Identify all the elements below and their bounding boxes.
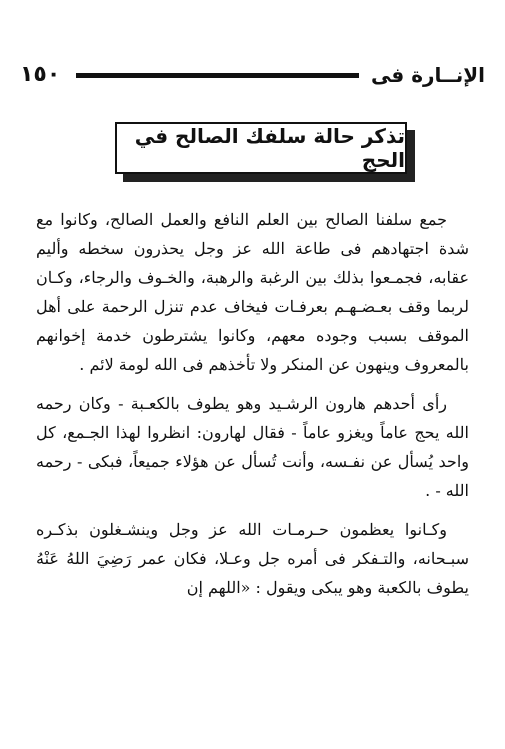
- title-box: [115, 122, 407, 174]
- running-header: [20, 60, 485, 90]
- header-rule: [76, 73, 359, 78]
- paragraph: وكـانوا يعظمون حـرمـات الله عز وجل وينشـغلون بذكـره سبـحانه، والتـفكر فى أمره جل وعـلا، فكان عمر رَضِيَ اللهُ عَنْهُ يطوف بالكعبة وهو يبكى ويقول : «اللهم إن: [36, 520, 469, 597]
- paragraph: رأى أحدهم هارون الرشـيد وهو يطوف بالكعـبة - وكان رحمه الله يحج عاماً ويغزو عاماً - فقال لهارون: انظروا لهذا الجـمع، كل واحد يُسأل عن نفـسه، وأنت تُسأل عن هؤلاء جميعاً، فبكى - رحمه الله - .: [36, 394, 469, 500]
- paragraph: جمع سلفنا الصالح بين العلم النافع والعمل الصالح، وكانوا مع شدة اجتهادهم فى طاعة الله عز وجل يحذرون سخطه وأليم عقابه، فجمـعوا بذلك بين الرغبة والرهبة، والخـوف والرجاء، وكـان لربما وقف بعـضـهـم بعرفـات فيخاف عدم تنزل الرحمة على أهل الموقف بسبب وجوده معهم، وكانوا يشترطون خدمة إخوانهم بالمعروف وينهون عن المنكر ولا تأخذهم فى الله لومة لائم .: [36, 210, 469, 374]
- section-title-frame: [115, 122, 415, 182]
- body-text: [36, 205, 469, 602]
- page-number: ١٥٠: [20, 62, 61, 87]
- section-title: تذكر حالة سلفك الصالح في الحج: [134, 124, 405, 172]
- book-title: الإنــارة فى: [370, 63, 485, 87]
